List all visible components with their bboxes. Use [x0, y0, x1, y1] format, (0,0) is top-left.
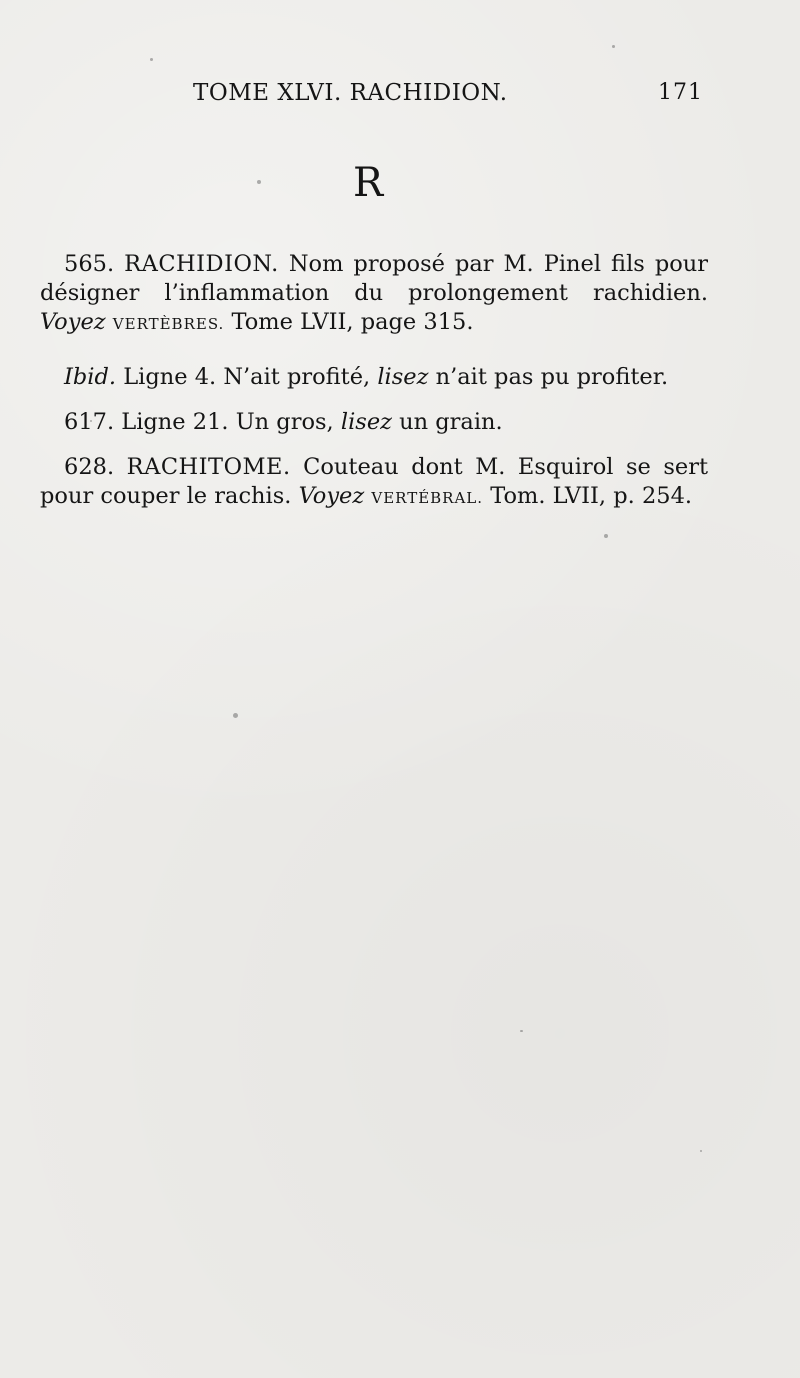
paper-speck — [604, 534, 608, 538]
paper-speck — [150, 58, 153, 61]
entry-number: 565. — [64, 251, 115, 277]
lisez-label: lisez — [377, 364, 429, 390]
section-letter: R — [352, 160, 384, 206]
running-title: TOME XLVI. RACHIDION. — [193, 80, 508, 106]
entry-text: Ligne 4. N’ait profité, — [123, 364, 371, 390]
entry-text: Couteau dont M. Esquirol se sert pour couper le rachis. — [40, 454, 709, 509]
entry-headword: RACHITOME. — [126, 454, 291, 480]
entry-number: 617. — [64, 409, 115, 435]
entry-text: Ligne 21. Un gros, — [121, 409, 334, 435]
entry-text: Nom proposé par M. Pinel fils pour désigner l’inflammation du prolongement rachidien. — [40, 251, 709, 306]
entries-list — [40, 250, 708, 529]
entry-location: Tome LVII, page 315. — [231, 309, 474, 335]
paper-speck — [233, 713, 238, 718]
entry-ibid — [40, 363, 708, 392]
entry-reference: Ibid. — [64, 364, 117, 390]
entry-628 — [40, 453, 708, 513]
see-reference: VERTÉBRAL. — [371, 489, 484, 507]
entry-location: Tom. LVII, p. 254. — [490, 483, 693, 509]
see-label: Voyez — [298, 483, 365, 509]
page-number: 171 — [658, 80, 703, 105]
entry-565 — [40, 250, 708, 339]
paper-speck — [700, 1150, 702, 1152]
paper-speck — [612, 45, 615, 48]
running-head — [0, 80, 800, 110]
entry-correction: un grain. — [399, 409, 503, 435]
see-label: Voyez — [40, 309, 106, 335]
entry-headword: RACHIDION. — [124, 251, 279, 277]
entry-number: 628. — [64, 454, 115, 480]
entry-correction: n’ait pas pu profiter. — [435, 364, 669, 390]
paper-speck — [520, 1030, 523, 1032]
see-reference: VERTÈBRES. — [112, 315, 225, 333]
entry-617 — [40, 408, 708, 437]
lisez-label: lisez — [340, 409, 392, 435]
